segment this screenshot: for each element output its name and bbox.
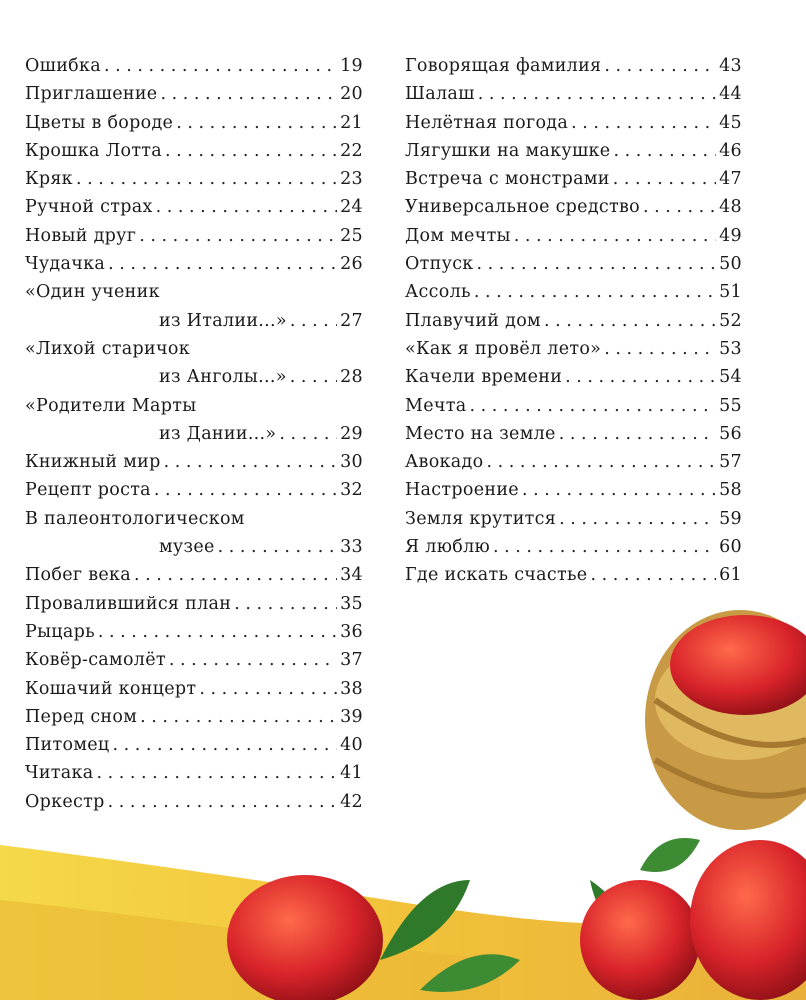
toc-page-number: 51 [719,282,742,303]
toc-page-number: 54 [719,367,742,388]
toc-entry[interactable] [405,282,742,310]
toc-entry[interactable] [25,452,363,480]
raspberry [227,875,383,1000]
toc-entry-title: Крошка Лотта [25,140,163,161]
toc-page-number: 28 [340,367,363,388]
toc-entry[interactable] [25,169,363,197]
toc-entry-title: Качели времени [405,367,563,388]
dot-leader [108,254,337,274]
toc-page-number: 26 [340,254,363,275]
toc-page-number: 55 [719,395,742,416]
toc-page-number: 41 [340,763,363,784]
toc-page-number: 27 [340,310,363,331]
toc-entry-title: «Как я провёл лето» [405,338,602,359]
dot-leader [199,679,337,699]
yellow-cloth [0,845,806,1000]
toc-entry-title: Рецепт роста [25,480,151,501]
toc-page-number: 39 [340,706,363,727]
toc-page-number: 47 [719,169,742,190]
toc-page-number: 30 [340,452,363,473]
toc-left-column [25,56,363,820]
toc-page-number: 50 [719,254,742,275]
toc-entry[interactable] [25,763,363,791]
toc-page-number: 46 [719,140,742,161]
toc-page-number: 58 [719,480,742,501]
toc-entry-title-line[interactable] [25,509,363,537]
dot-leader [474,282,716,302]
raspberry [580,880,700,1000]
toc-entry-title: Книжный мир [25,452,161,473]
toc-entry[interactable] [405,169,742,197]
toc-entry[interactable] [25,707,363,735]
toc-entry[interactable] [405,311,742,339]
toc-entry-title: Земля крутится [405,508,557,529]
dot-leader [165,141,337,161]
dot-leader [544,311,716,331]
toc-entry-title: Приглашение [25,84,158,105]
dot-leader [559,424,716,444]
toc-entry-title: В палеонтологическом [25,508,245,529]
toc-page-number: 24 [340,197,363,218]
toc-page-number: 29 [340,423,363,444]
dot-leader [108,792,337,812]
toc-entry[interactable] [25,197,363,225]
toc-page-number: 19 [340,56,363,76]
toc-entry-title-continued: из Италии...» [159,310,287,331]
dot-leader [104,56,337,76]
dot-leader [604,339,716,359]
toc-entry[interactable] [405,367,742,395]
toc-entry[interactable] [25,792,363,820]
toc-entry[interactable] [405,480,742,508]
toc-entry[interactable] [405,339,742,367]
toc-page-number: 38 [340,678,363,699]
toc-entry-title: Побег века [25,565,132,586]
dot-leader [139,226,337,246]
dot-leader [643,197,716,217]
toc-entry-title: Место на земле [405,423,556,444]
toc-entry-title: «Родители Марты [25,395,197,416]
toc-entry[interactable] [405,509,742,537]
dot-leader [613,169,716,189]
dot-leader [514,226,716,246]
dot-leader [565,367,716,387]
toc-entry-title: Настроение [405,480,519,501]
toc-entry[interactable] [25,226,363,254]
toc-page-number: 35 [340,593,363,614]
dot-leader [140,707,337,727]
toc-entry[interactable] [25,537,363,565]
toc-entry[interactable] [405,424,742,452]
dot-leader [134,565,337,585]
toc-entry-title: Цветы в бороде [25,112,174,133]
toc-entry-title: Авокадо [405,452,484,473]
toc-page-number: 61 [719,565,742,586]
toc-entry-title: Универсальное средство [405,197,640,218]
toc-entry[interactable] [405,452,742,480]
toc-entry-title: Чудачка [25,254,106,275]
toc-page-number: 52 [719,310,742,331]
dot-leader [156,197,337,217]
toc-entry[interactable] [25,594,363,622]
toc-entry-title-continued: из Анголы...» [159,367,287,388]
toc-entry-title: Нелётная погода [405,112,569,133]
toc-entry[interactable] [25,254,363,282]
toc-entry[interactable] [25,84,363,112]
toc-entry[interactable] [405,84,742,112]
dot-leader [469,396,716,416]
toc-entry-title: Ковёр-самолёт [25,650,166,671]
toc-entry-title-continued: из Дании...» [159,423,277,444]
toc-page-number: 36 [340,621,363,642]
toc-entry-title: Дом мечты [405,225,511,246]
dot-leader [290,311,337,331]
toc-entry-title: Новый друг [25,225,137,246]
toc-page-number: 33 [340,537,363,558]
toc-page-number: 21 [340,112,363,133]
toc-entry[interactable] [405,254,742,282]
toc-entry[interactable] [405,197,742,225]
dot-leader [604,56,716,76]
dot-leader [478,84,716,104]
toc-entry-title: Отпуск [405,254,474,275]
toc-page-number: 60 [719,537,742,558]
toc-entry-title-line[interactable] [25,396,363,424]
toc-entry-title: Кошачий концерт [25,678,197,699]
toc-page-number: 57 [719,452,742,473]
toc-entry[interactable] [25,113,363,141]
toc-page-number: 20 [340,84,363,105]
dot-leader [98,622,337,642]
dot-leader [486,452,716,472]
toc-entry-title: Читака [25,763,94,784]
toc-entry-title: Я люблю [405,537,491,558]
dot-leader [590,565,716,585]
toc-entry[interactable] [25,565,363,593]
toc-entry[interactable] [25,735,363,763]
toc-entry[interactable] [25,650,363,678]
toc-entry-title: Перед сном [25,706,138,727]
toc-entry-title: Оркестр [25,791,105,812]
dot-leader [96,763,337,783]
toc-entry-title: Кряк [25,169,73,190]
toc-page-number: 37 [340,650,363,671]
toc-entry-title: Где искать счастье [405,565,588,586]
dot-leader [559,509,716,529]
dot-leader [176,113,337,133]
toc-entry[interactable] [25,141,363,169]
dot-leader [169,650,337,670]
toc-entry-title: «Один ученик [25,282,160,303]
toc-page-number: 49 [719,225,742,246]
toc-entry-title: Ошибка [25,56,101,76]
toc-entry[interactable] [405,565,742,593]
raspberry [690,840,806,1000]
dot-leader [112,735,337,755]
dot-leader [493,537,716,557]
toc-right-column [405,56,742,594]
dot-leader [218,537,337,557]
leaves [380,838,700,992]
toc-page-number: 42 [340,791,363,812]
toc-entry-title-line[interactable] [25,282,363,310]
toc-entry[interactable] [25,480,363,508]
toc-entry[interactable] [25,311,363,339]
toc-entry-title-continued: музее [159,537,215,558]
toc-entry[interactable] [25,424,363,452]
toc-entry[interactable] [25,56,363,84]
toc-entry[interactable] [25,679,363,707]
toc-entry-title: Мечта [405,395,467,416]
toc-page-number: 43 [719,56,742,76]
basket [645,610,806,830]
toc-entry-title-line[interactable] [25,339,363,367]
toc-entry[interactable] [405,537,742,565]
dot-leader [613,141,716,161]
toc-entry-title: Ручной страх [25,197,153,218]
toc-page-number: 34 [340,565,363,586]
toc-page-number: 23 [340,169,363,190]
toc-entry-title: Рыцарь [25,621,95,642]
toc-entry-title: Провалившийся план [25,593,232,614]
toc-page-number: 59 [719,508,742,529]
toc-entry-title: Говорящая фамилия [405,56,602,76]
toc-entry-title: Встреча с монстрами [405,169,610,190]
dot-leader [164,452,338,472]
dot-leader [279,424,337,444]
toc-page-number: 53 [719,338,742,359]
toc-entry[interactable] [25,367,363,395]
toc-page-number: 22 [340,140,363,161]
toc-page-number: 44 [719,84,742,105]
toc-page-number: 25 [340,225,363,246]
toc-entry-title: Ассоль [405,282,471,303]
toc-entry-title: Лягушки на макушке [405,140,611,161]
toc-entry-title: Питомец [25,735,110,756]
toc-entry-title: Шалаш [405,84,475,105]
toc-entry[interactable] [405,141,742,169]
toc-entry[interactable] [405,56,742,84]
toc-page-number: 45 [719,112,742,133]
toc-page-number: 32 [340,480,363,501]
dot-leader [154,480,337,500]
toc-page-number: 40 [340,735,363,756]
dot-leader [290,367,337,387]
toc-page-number: 48 [719,197,742,218]
dot-leader [522,480,716,500]
toc-entry[interactable] [405,226,742,254]
dot-leader [76,169,337,189]
dot-leader [160,84,337,104]
toc-entry[interactable] [405,113,742,141]
toc-entry-title: Плавучий дом [405,310,541,331]
toc-entry[interactable] [25,622,363,650]
toc-entry[interactable] [405,396,742,424]
dot-leader [571,113,716,133]
dot-leader [477,254,717,274]
dot-leader [234,594,337,614]
toc-entry-title: «Лихой старичок [25,338,190,359]
toc-page-number: 56 [719,423,742,444]
